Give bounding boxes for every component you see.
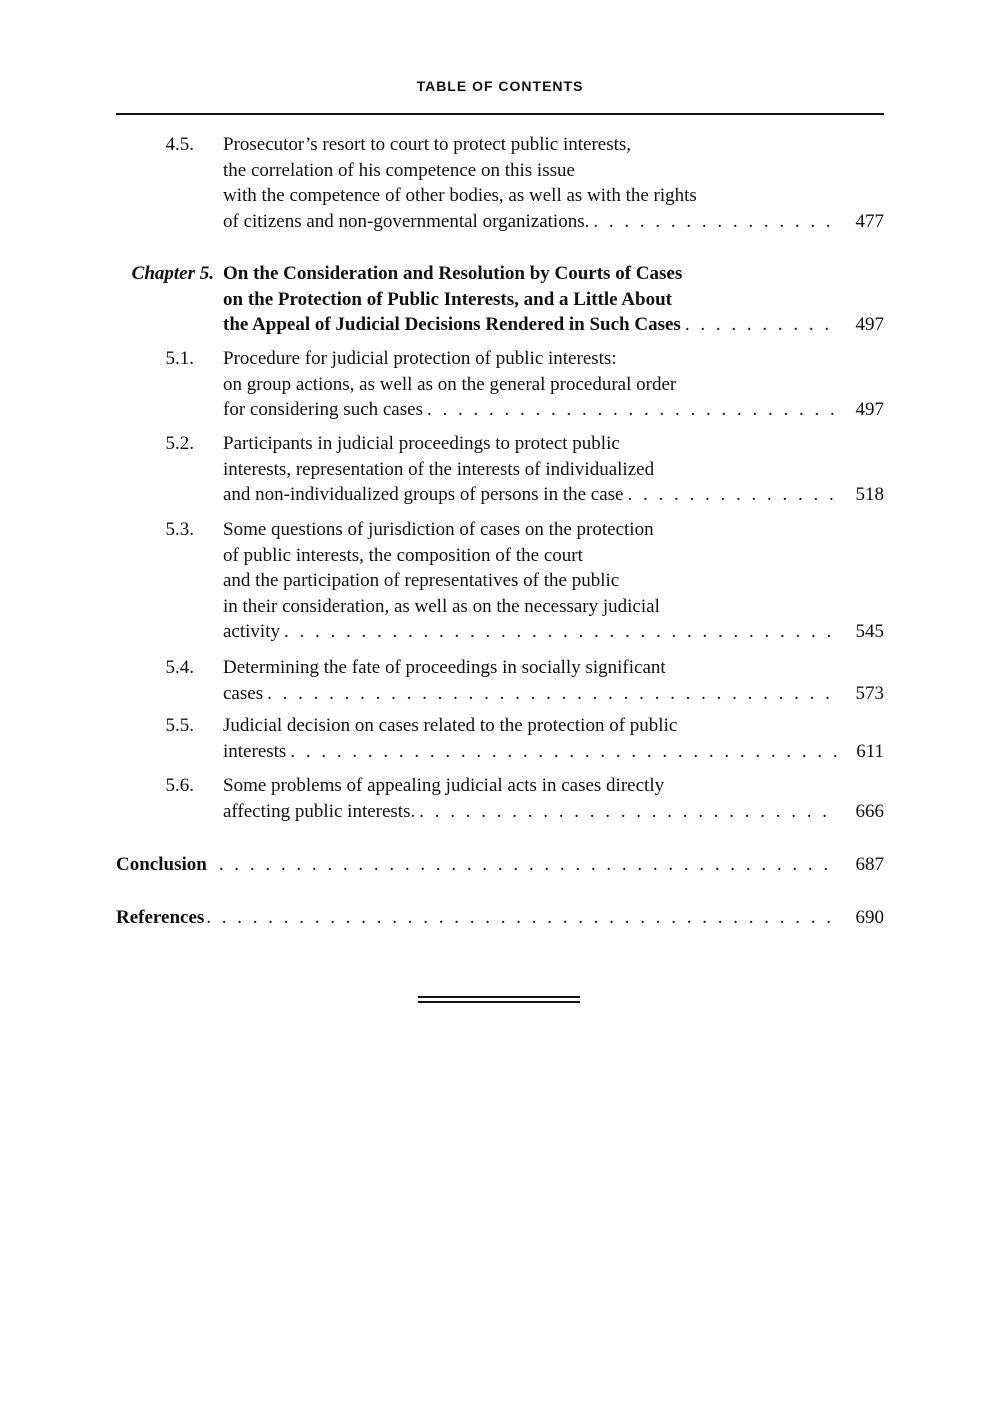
toc-entry-5-5[interactable] xyxy=(116,713,884,764)
section-number: 5.3. xyxy=(165,519,194,540)
entry-line: for considering such cases xyxy=(223,399,423,420)
entry-line: interests, representation of the interests of individualized xyxy=(223,458,655,480)
entry-title: Conclusion xyxy=(116,854,207,875)
page-number: 611 xyxy=(856,740,884,762)
end-ornament xyxy=(418,996,580,1006)
chapter-number: Chapter 5. xyxy=(131,263,214,284)
page-number: 666 xyxy=(855,800,884,822)
page-number: 687 xyxy=(855,854,884,875)
dot-leader xyxy=(206,905,838,931)
running-header: TABLE OF CONTENTS xyxy=(416,78,584,94)
section-number: 5.4. xyxy=(165,657,194,678)
entry-line: Procedure for judicial protection of public interests: xyxy=(223,348,617,369)
page-number: 497 xyxy=(855,399,884,420)
dot-leader xyxy=(685,312,838,338)
toc-entry-5-6[interactable] xyxy=(116,773,884,824)
entry-line: cases xyxy=(223,682,264,704)
dot-leader xyxy=(267,681,838,707)
ornament-line xyxy=(418,1001,580,1003)
page-number: 518 xyxy=(855,484,884,505)
section-number: 5.2. xyxy=(165,433,194,454)
entry-line: Some problems of appealing judicial acts in cases directly xyxy=(223,775,665,796)
dot-leader xyxy=(284,619,838,645)
toc-entry-chapter-5[interactable] xyxy=(116,261,884,338)
entry-line: the Appeal of Judicial Decisions Rendered in Such Cases xyxy=(223,314,681,335)
toc-entry-5-2[interactable] xyxy=(116,431,884,508)
page-number: 545 xyxy=(855,621,884,642)
entry-line: and non-individualized groups of persons in the case xyxy=(223,484,624,505)
dot-leader xyxy=(627,482,838,508)
entry-line: Participants in judicial proceedings to protect public xyxy=(223,433,620,454)
entry-line: of public interests, the composition of the court xyxy=(223,544,583,566)
entry-line: Prosecutor’s resort to court to protect public interests, xyxy=(223,134,632,155)
entry-line: Judicial decision on cases related to the protection of public xyxy=(223,715,678,736)
entry-line: on group actions, as well as on the general procedural order xyxy=(223,373,677,395)
dot-leader xyxy=(427,397,838,423)
page-number: 477 xyxy=(855,210,884,232)
entry-line: interests xyxy=(223,740,287,762)
dot-leader xyxy=(419,799,838,825)
entry-line: on the Protection of Public Interests, and a Little About xyxy=(223,288,672,310)
entry-line: Determining the fate of proceedings in socially significant xyxy=(223,657,666,678)
entry-line: of citizens and non-governmental organizations. xyxy=(223,210,590,232)
toc-entry-4-5[interactable] xyxy=(116,132,884,234)
section-number: 5.1. xyxy=(165,348,194,369)
page-number: 497 xyxy=(855,314,884,335)
entry-line: affecting public interests. xyxy=(223,800,416,822)
dot-leader xyxy=(290,739,838,765)
entry-line: and the participation of representatives of the public xyxy=(223,570,620,591)
entry-line: activity xyxy=(223,621,280,642)
dot-leader xyxy=(219,852,838,878)
entry-line: with the competence of other bodies, as well as with the rights xyxy=(223,185,697,206)
entry-title: References xyxy=(116,907,205,928)
entry-line: the correlation of his competence on this issue xyxy=(223,159,575,181)
section-number: 5.6. xyxy=(165,775,194,796)
toc-entry-references[interactable] xyxy=(116,905,884,931)
entry-line: in their consideration, as well as on the necessary judicial xyxy=(223,595,660,617)
entry-line: On the Consideration and Resolution by Courts of Cases xyxy=(223,263,683,284)
dot-leader xyxy=(593,209,838,235)
entry-line: Some questions of jurisdiction of cases on the protection xyxy=(223,519,654,540)
page-number: 573 xyxy=(855,682,884,704)
toc-entry-5-4[interactable] xyxy=(116,655,884,706)
toc-entry-5-3[interactable] xyxy=(116,517,884,645)
toc-entry-5-1[interactable] xyxy=(116,346,884,423)
ornament-line xyxy=(418,996,580,998)
header-rule xyxy=(116,113,884,115)
section-number: 4.5. xyxy=(165,134,194,155)
page-number: 690 xyxy=(855,907,884,928)
toc-entry-conclusion[interactable] xyxy=(116,852,884,878)
section-number: 5.5. xyxy=(165,715,194,736)
